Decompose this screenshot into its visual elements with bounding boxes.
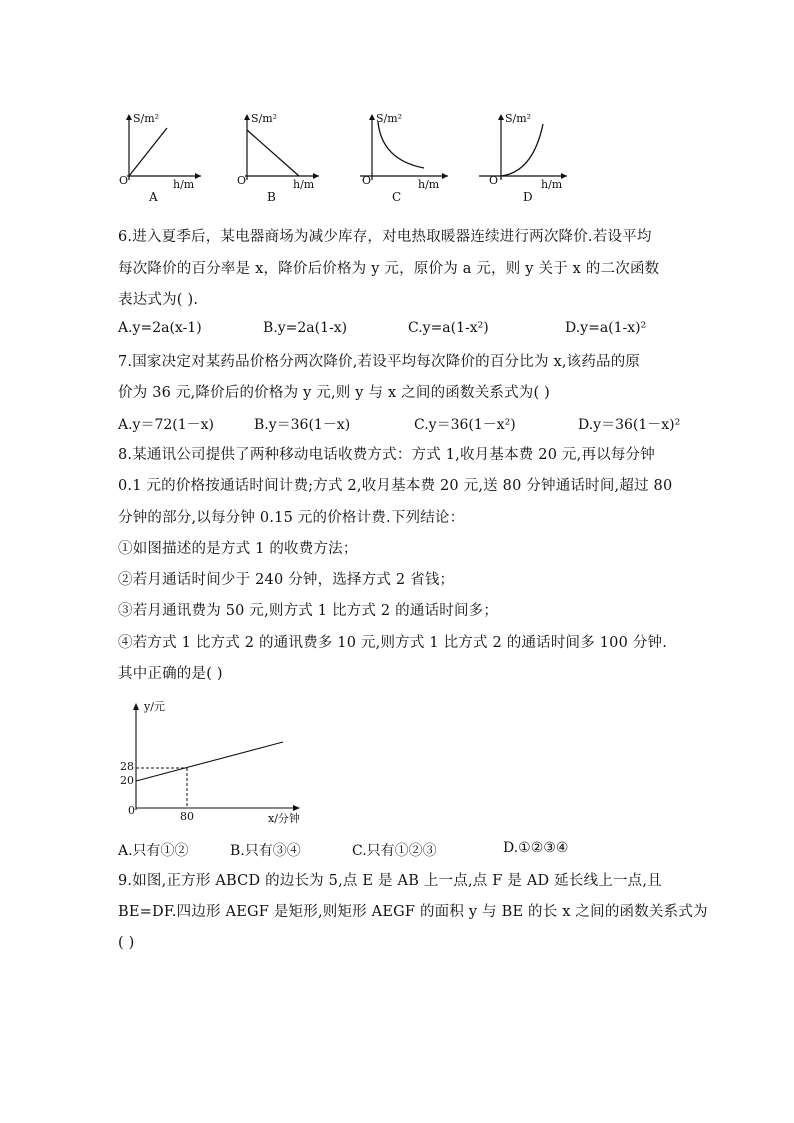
graph-b-origin: O [237,174,247,187]
graph-c-caption: C [392,190,402,204]
q9-line-3: ( ) [118,935,135,951]
q7-option-c: C.y＝36(1－x²) [414,417,516,433]
graph-c-x-arrow [442,173,448,179]
q6-option-d: D.y=a(1-x)² [565,320,647,336]
graph-d-xlabel: h/m [541,178,563,191]
q8-statement-1: ①如图描述的是方式 1 的收费方法； [118,541,358,557]
graph-c-y-arrow [369,114,375,120]
q8-statement-2: ②若月通话时间少于 240 分钟，选择方式 2 省钱； [118,572,455,588]
graph-a-curve [129,128,167,176]
graph-a-ylabel: S/m² [133,112,160,125]
graph-b-ylabel: S/m² [251,112,278,125]
graph-c-ylabel: S/m² [376,112,403,125]
q8-chart-ytick-20: 20 [120,774,134,787]
graph-a-xlabel: h/m [173,178,195,191]
graph-a [115,108,215,206]
q8-statement-3: ③若月通讯费为 50 元,则方式 1 比方式 2 的通话时间多； [118,603,499,619]
graph-a-caption: A [149,190,158,204]
graph-b [233,108,333,206]
graph-d-caption: D [523,190,533,204]
graph-a-origin: O [119,174,129,187]
q6-line-3: 表达式为( ). [118,292,199,308]
graph-c-xlabel: h/m [418,178,440,191]
graph-c-plot [358,108,458,206]
q8-y-arrow [133,703,139,710]
q9-line-2: BE=DF.四边形 AEGF 是矩形,则矩形 AEGF 的面积 y 与 BE 的长 x 之间的函数关系式为 [118,904,708,920]
q8-chart-xtick-80: 80 [180,810,194,823]
graph-c-origin: O [362,174,372,187]
graph-d-ylabel: S/m² [505,112,532,125]
q8-chart-xlabel: x/分钟 [268,812,300,825]
q7-line-1: 7.国家决定对某药品价格分两次降价,若设平均每次降价的百分比为 x,该药品的原 [118,354,641,370]
graph-c [358,108,458,206]
q7-option-d: D.y＝36(1－x)² [578,417,681,433]
graph-b-xlabel: h/m [293,178,315,191]
graph-d [477,108,577,206]
q7-line-2: 价为 36 元,降价后的价格为 y 元,则 y 与 x 之间的函数关系式为( ) [118,385,551,401]
q8-fee-chart [118,698,318,828]
answer-graphs-row [115,108,575,208]
q6-option-b: B.y=2a(1-x) [263,320,348,336]
graph-b-caption: B [267,190,276,204]
q8-option-c: C.只有①②③ [352,843,437,859]
q8-line-2: 0.1 元的价格按通话时间计费;方式 2,收月基本费 20 元,送 80 分钟通话时间,超过 80 [118,478,673,494]
q8-fee-chart-plot [118,698,318,828]
graph-d-origin: O [489,174,499,187]
graph-b-curve [247,130,299,176]
q6-option-a: A.y=2a(x-1) [118,320,202,336]
graph-a-y-arrow [126,114,132,120]
q6-line-2: 每次降价的百分率是 x，降价后价格为 y 元，原价为 a 元，则 y 关于 x 的二次函数 [118,261,660,277]
q9-line-1: 9.如图,正方形 ABCD 的边长为 5,点 E 是 AB 上一点,点 F 是 AD 延长线上一点,且 [118,873,662,889]
q7-option-b: B.y＝36(1－x) [254,417,351,433]
q8-chart-origin: 0 [128,804,135,817]
graph-b-plot [233,108,333,206]
q8-prompt: 其中正确的是( ) [118,666,223,682]
graph-b-y-arrow [244,114,250,120]
graph-a-x-arrow [195,173,201,179]
q8-line-3: 分钟的部分,以每分钟 0.15 元的价格计费.下列结论： [118,510,465,526]
graph-d-y-arrow [498,114,504,120]
q8-chart-ytick-28: 28 [120,760,134,773]
graph-d-curve [501,124,543,176]
q6-line-1: 6.进入夏季后，某电器商场为减少库存，对电热取暖器连续进行两次降价.若设平均 [118,229,652,245]
graph-c-curve [378,122,424,168]
q8-fee-line [136,742,283,781]
q8-option-d: D.①②③④ [503,840,569,856]
q8-option-a: A.只有①② [118,843,189,859]
q8-option-b: B.只有③④ [230,843,301,859]
q8-line-1: 8.某通讯公司提供了两种移动电话收费方式：方式 1,收月基本费 20 元,再以每分钟 [118,447,655,463]
graph-a-plot [115,108,215,206]
q6-option-c: C.y=a(1-x²) [408,320,489,336]
q8-chart-ylabel: y/元 [144,700,165,713]
q7-option-a: A.y＝72(1－x) [118,417,215,433]
q8-statement-4: ④若方式 1 比方式 2 的通讯费多 10 元,则方式 1 比方式 2 的通话时间多 100 分钟. [118,635,668,651]
